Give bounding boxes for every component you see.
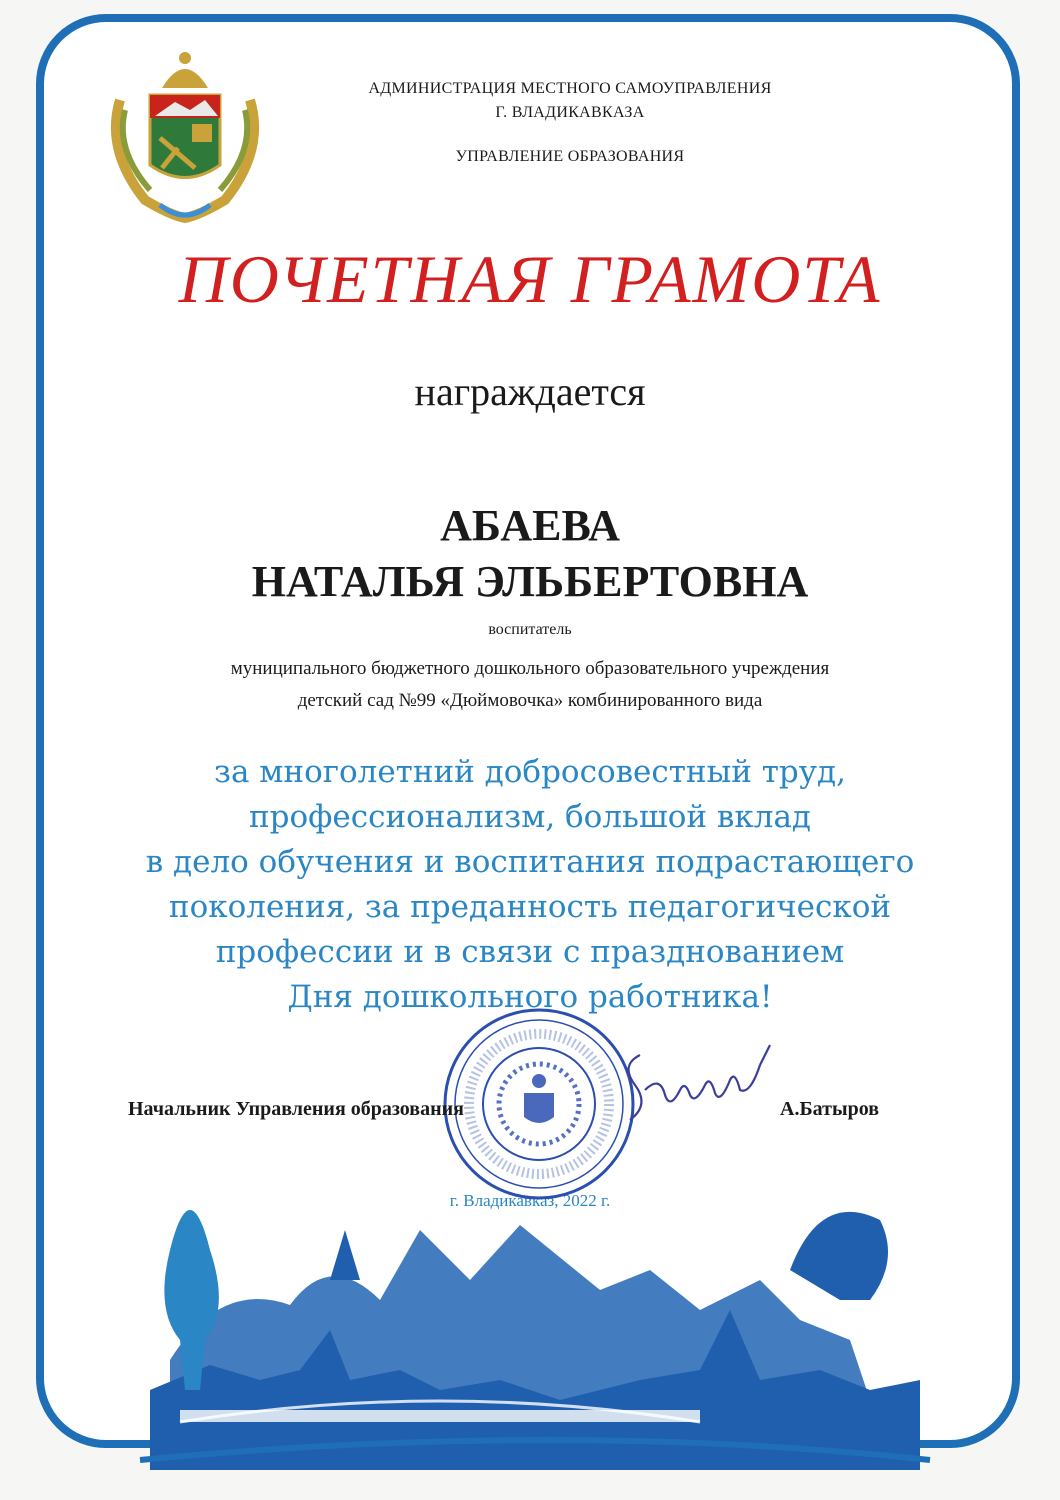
- reason-line-4: поколения, за преданность педагогической: [168, 889, 892, 925]
- certificate-title: ПОЧЕТНАЯ ГРАМОТА: [178, 241, 882, 317]
- signatory-name: А.Батыров: [780, 1098, 880, 1120]
- header-line-3: УПРАВЛЕНИЕ ОБРАЗОВАНИЯ: [455, 148, 685, 165]
- reason-line-5: профессии и в связи с празднованием: [215, 934, 845, 970]
- signatory-title: Начальник Управления образования: [128, 1098, 464, 1120]
- place-and-date: г. Владикавказ, 2022 г.: [449, 1191, 611, 1210]
- recipient-org-line-1: муниципального бюджетного дошкольного образовательного учреждения: [230, 658, 830, 679]
- official-stamp-icon: [440, 1005, 638, 1203]
- reason-line-3: в дело обучения и воспитания подрастающего: [145, 844, 915, 880]
- recipient-position: воспитатель: [488, 621, 572, 638]
- reason-line-2: профессионализм, большой вклад: [248, 799, 812, 835]
- reason-line-1: за многолетний добросовестный труд,: [214, 754, 846, 790]
- reason-line-6: Дня дошкольного работника!: [287, 979, 773, 1015]
- coat-of-arms-icon: [100, 40, 270, 225]
- recipient-org-line-2: детский сад №99 «Дюймовочка» комбинированного вида: [297, 690, 763, 711]
- recipient-name: НАТАЛЬЯ ЭЛЬБЕРТОВНА: [251, 557, 809, 606]
- handwritten-signature: [610, 1035, 780, 1125]
- header-line-2: Г. ВЛАДИКАВКАЗА: [495, 104, 645, 121]
- header-line-1: АДМИНИСТРАЦИЯ МЕСТНОГО САМОУПРАВЛЕНИЯ: [368, 80, 772, 97]
- awarded-text: награждается: [414, 369, 646, 414]
- recipient-surname: АБАЕВА: [440, 501, 620, 550]
